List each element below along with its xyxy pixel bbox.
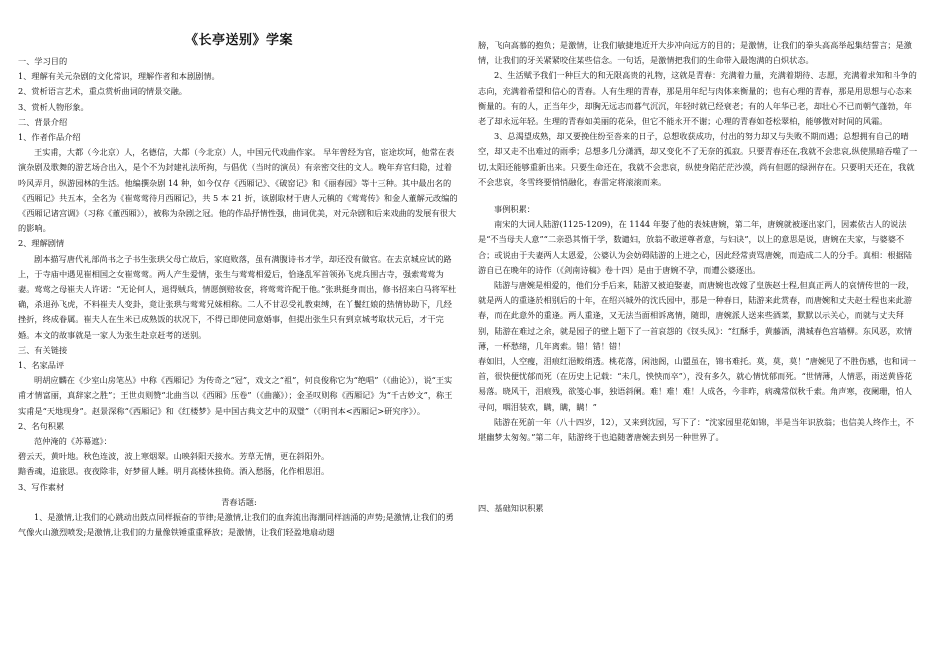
left-paragraph: 范仲淹的《苏幕遮》： — [34, 436, 112, 447]
left-paragraph: 二、背景介绍 — [18, 116, 68, 127]
left-paragraph: 一、学习目的 — [18, 56, 68, 66]
left-paragraph: 1、理解有关元杂剧的文化常识，理解作者和本剧剧情。 — [18, 71, 220, 82]
document-title: 《长亭送别》学案 — [184, 33, 293, 48]
left-paragraph: 三、有关链接 — [18, 344, 68, 355]
left-column — [18, 32, 460, 541]
left-paragraph: 3、赏析人物形象。 — [18, 101, 89, 112]
left-paragraph: 2、赏析语言艺术，重点赏析曲词的情景交融。 — [18, 86, 187, 97]
left-paragraph: 1、作者作品介绍 — [18, 132, 81, 143]
left-paragraph: 2、理解剧情 — [18, 238, 65, 249]
left-paragraph: 碧云天，黄叶地。秋色连波，波上寒烟翠。山映斜阳天接水。芳草无情，更在斜阳外。 — [18, 451, 330, 462]
left-paragraph: 1、名家品评 — [18, 360, 65, 371]
right-column — [478, 38, 918, 516]
right-paragraph: 南宋的大词人陆游(1125-1209)，在 1144 年娶了他的表妹唐婉，第二年，唐婉就被逐出家门，因素依古人的说法是“不当母夫人意”“二亲恐其惰于学，数谴妇，放翁不敢逆尊者意，与妇诀”，以上的意思是说，唐婉在夫家，与婆婆不合；或说由于夫妻两人太恩爱，公婆认为会妨碍陆游的上进之心，因此经常责骂唐婉，而造成二人的分手。真相：根据陆游自已在晚年的诗作（《剑南诗稿》卷十四）是由于唐婉不孕，而遭公婆逐出。 — [478, 219, 912, 275]
left-paragraph: 黯香魂，追旅思。夜夜除非，好梦留人睡。明月高楼休独倚。酒入愁肠，化作相思泪。 — [18, 466, 330, 477]
right-paragraph: 春如旧，人空瘦，泪痕红浥鲛绡透。桃花落，闲池阁，山盟虽在，锦书难托。莫，莫，莫！”唐婉见了不胜伤感，也和词一首，很快便忧郁而死（在历史上记载：“未几，怏怏而卒”），没有多久，就心情忧郁而死。“世情薄，人情恶，雨送黄昏花易落。晓风干，泪痕残，欲笺心事，独语斜阑。难！难！难！人成各，今非昨，病魂常似秋千索。角声寒，夜阑珊，怕人寻问，咽泪装欢，瞒，瞒，瞒！” — [478, 356, 917, 412]
left-paragraph: 2、名句积累 — [18, 420, 65, 431]
right-paragraph: 2、生活赋予我们一种巨大的和无限高贵的礼物，这就是青春：充满着力量，充满着期待、志愿，充满着求知和斗争的志向，充满着希望和信心的青春。人有生理的青春，那是用年纪与肉体来衡量的；也有心理的青春，那是用思想与心态来衡量的。有的人，正当年少，却胸无远志而暮气沉沉，年轻时就已经衰老；有的人年华已老，却壮心不已而朝气蓬勃，年老了却永远年轻。生理的青春如美丽的花朵，但它不能永开不谢；心理的青春如苍松翠柏，能够傲对时间的风霜。 — [478, 70, 917, 127]
left-paragraph: 1、是激情,让我们的心跳动出鼓点同样振奋的节律;是激情,让我们的血奔流出海潮同样汹涌的声势;是激情,让我们的勇气像火山激烈喷发;是激情,让我们的力量像铁锤重重释放；是激情，让我们轻盈地扇动翅 — [18, 512, 454, 538]
left-paragraph: 青春话题: — [221, 496, 257, 507]
left-paragraph: 3、写作素材 — [18, 481, 65, 492]
right-paragraph: 膀，飞向高慕的抱负；是激情，让我们敏捷地近开大步冲向远方的目的；是激情，让我们的拳头高高举起集结誓言；是激情，让我们的牙关紧紧咬住某些信念。一句话，是激情把我们的生命带入最饱满的白炽状态。 — [478, 40, 912, 66]
right-paragraph: 陆游与唐婉是相爱的，他们分手后来，陆游又被迫娶妻，而唐婉也改嫁了皇族赵士程,但真正两人的哀情传世的一段，就是两人的重逢於相别后的十年，在绍兴城外的沈氏园中，那是一种春日，陆游来此赏春，而唐婉和丈夫赵士程也来此游春，而在此意外的重逢。两人重逢，又无法当面相诉离情，随即，唐婉派人送来些酒菜，默默以示关心，而就与丈夫拜别，陆游在难过之余，就是园子的壁上题下了一首哀怨的《钗头凤》：“红酥手，黄藤酒，满城春色宫墙柳。东风恶，欢情薄，一杯愁绪，几年离索。错！错！错！ — [478, 280, 915, 351]
right-paragraph: 3、总渴望成熟，却又要挽住纷至沓来的日子，总想收获成功，付出的努力却又与失败不期而遇；总想拥有自己的晴空，却又走不出难过的雨季；总想多几分潇洒，却又变化不了无奈的孤寂。只要青春还在,我就不会悲哀,纵使黑暗吞噬了一切,太阳还能够重新出来。只要生命还在，我就不会悲哀，纵使身陷茫茫沙漠，尚有但愿的绿洲存在。只要明天还在，我就不会悲哀，冬雪终要悄悄融化，春雷定将滚滚而来。 — [478, 131, 918, 187]
right-paragraph: 四、基础知识积累 — [478, 503, 544, 514]
left-paragraph: 明胡应麟在《少室山房笔丛》中称《西厢记》为传奇之“冠”，戏文之“祖”，何良俊称它为“绝唱”（《曲论》），说“王实甫才情富丽，真辞家之胜”；王世贞则赞“北曲当以《西厢》压卷”（《曲藻》）；金圣叹则称《西厢记》为“千古妙文”，称王实甫是“天地现身”。赵景深称“《西厢记》和《红楼梦》是中国古典文艺中的双璧”（《明刊本<西厢记>研究序》）。 — [18, 375, 453, 416]
left-paragraph: 王实甫，大都（今北京）人，名德信，大都（今北京）人，中国元代戏曲作家。 早年曾经为官，宦途坎坷，他常在表演杂剧及歌舞的游艺场合出入，是个不为封建礼法所拘，与倡优（当时的演员）有亲密交往的文人。晚年弃官归隐，过着吟风弄月，纵游园林的生活。他编撰杂剧 14 种，如今仅存《西厢记》、《破窑记》和《丽春园》等十三种。其中最出名的《西厢记》共五本，全名为《崔莺莺待月西厢记》，共 5 本 21 折，该剧取材于唐人元稹的《莺莺传》和金人董解元改编的《西厢记诸宫调》（习称《董西厢》），被称为杂剧之冠。他的作品抒情性强，曲词优美，对元杂剧和后来戏曲的发展有很大的影响。 — [18, 147, 458, 234]
right-paragraph: 事例积累： — [494, 204, 535, 215]
left-paragraph: 剧本描写唐代礼部尚书之子书生张珙父母亡故后，家庭败落，虽有满腹诗书才学，却还没有做官。在去京城应试的路上，于寺庙中遇见崔相国之女崔莺莺。两人产生爱情，张生与莺莺相爱后，恰逢乱军首领孙飞虎兵围古寺，强索莺莺为妻。莺莺之母崔夫人许诺：“无论何人，退得贼兵，情愿倒赔妆奁，将莺莺许配于他。”张珙挺身而出，修书招来白马将军杜确，杀退孙飞虎，不料崔夫人变卦，竟让张珙与莺莺兄妹相称。二人不甘忍受礼教束缚，在丫鬟红娘的热情协助下，几经挫折，终成眷属。崔夫人在生米已成熟饭的状况下，不得已即使同意婚事，但提出张生只有到京城考取状元后，才干完婚。本文的故事就是一家人为张生赴京赶考的送别。 — [18, 253, 457, 340]
right-paragraph: 陆游在死前一年（八十四岁，12），又来到沈园，写下了：“沈家园里花如锦，半是当年识放翁；也信美人终作土，不堪幽梦太匆匆。”第二年，陆游终于也追随著唐婉去到另一种世界了。 — [478, 416, 914, 443]
